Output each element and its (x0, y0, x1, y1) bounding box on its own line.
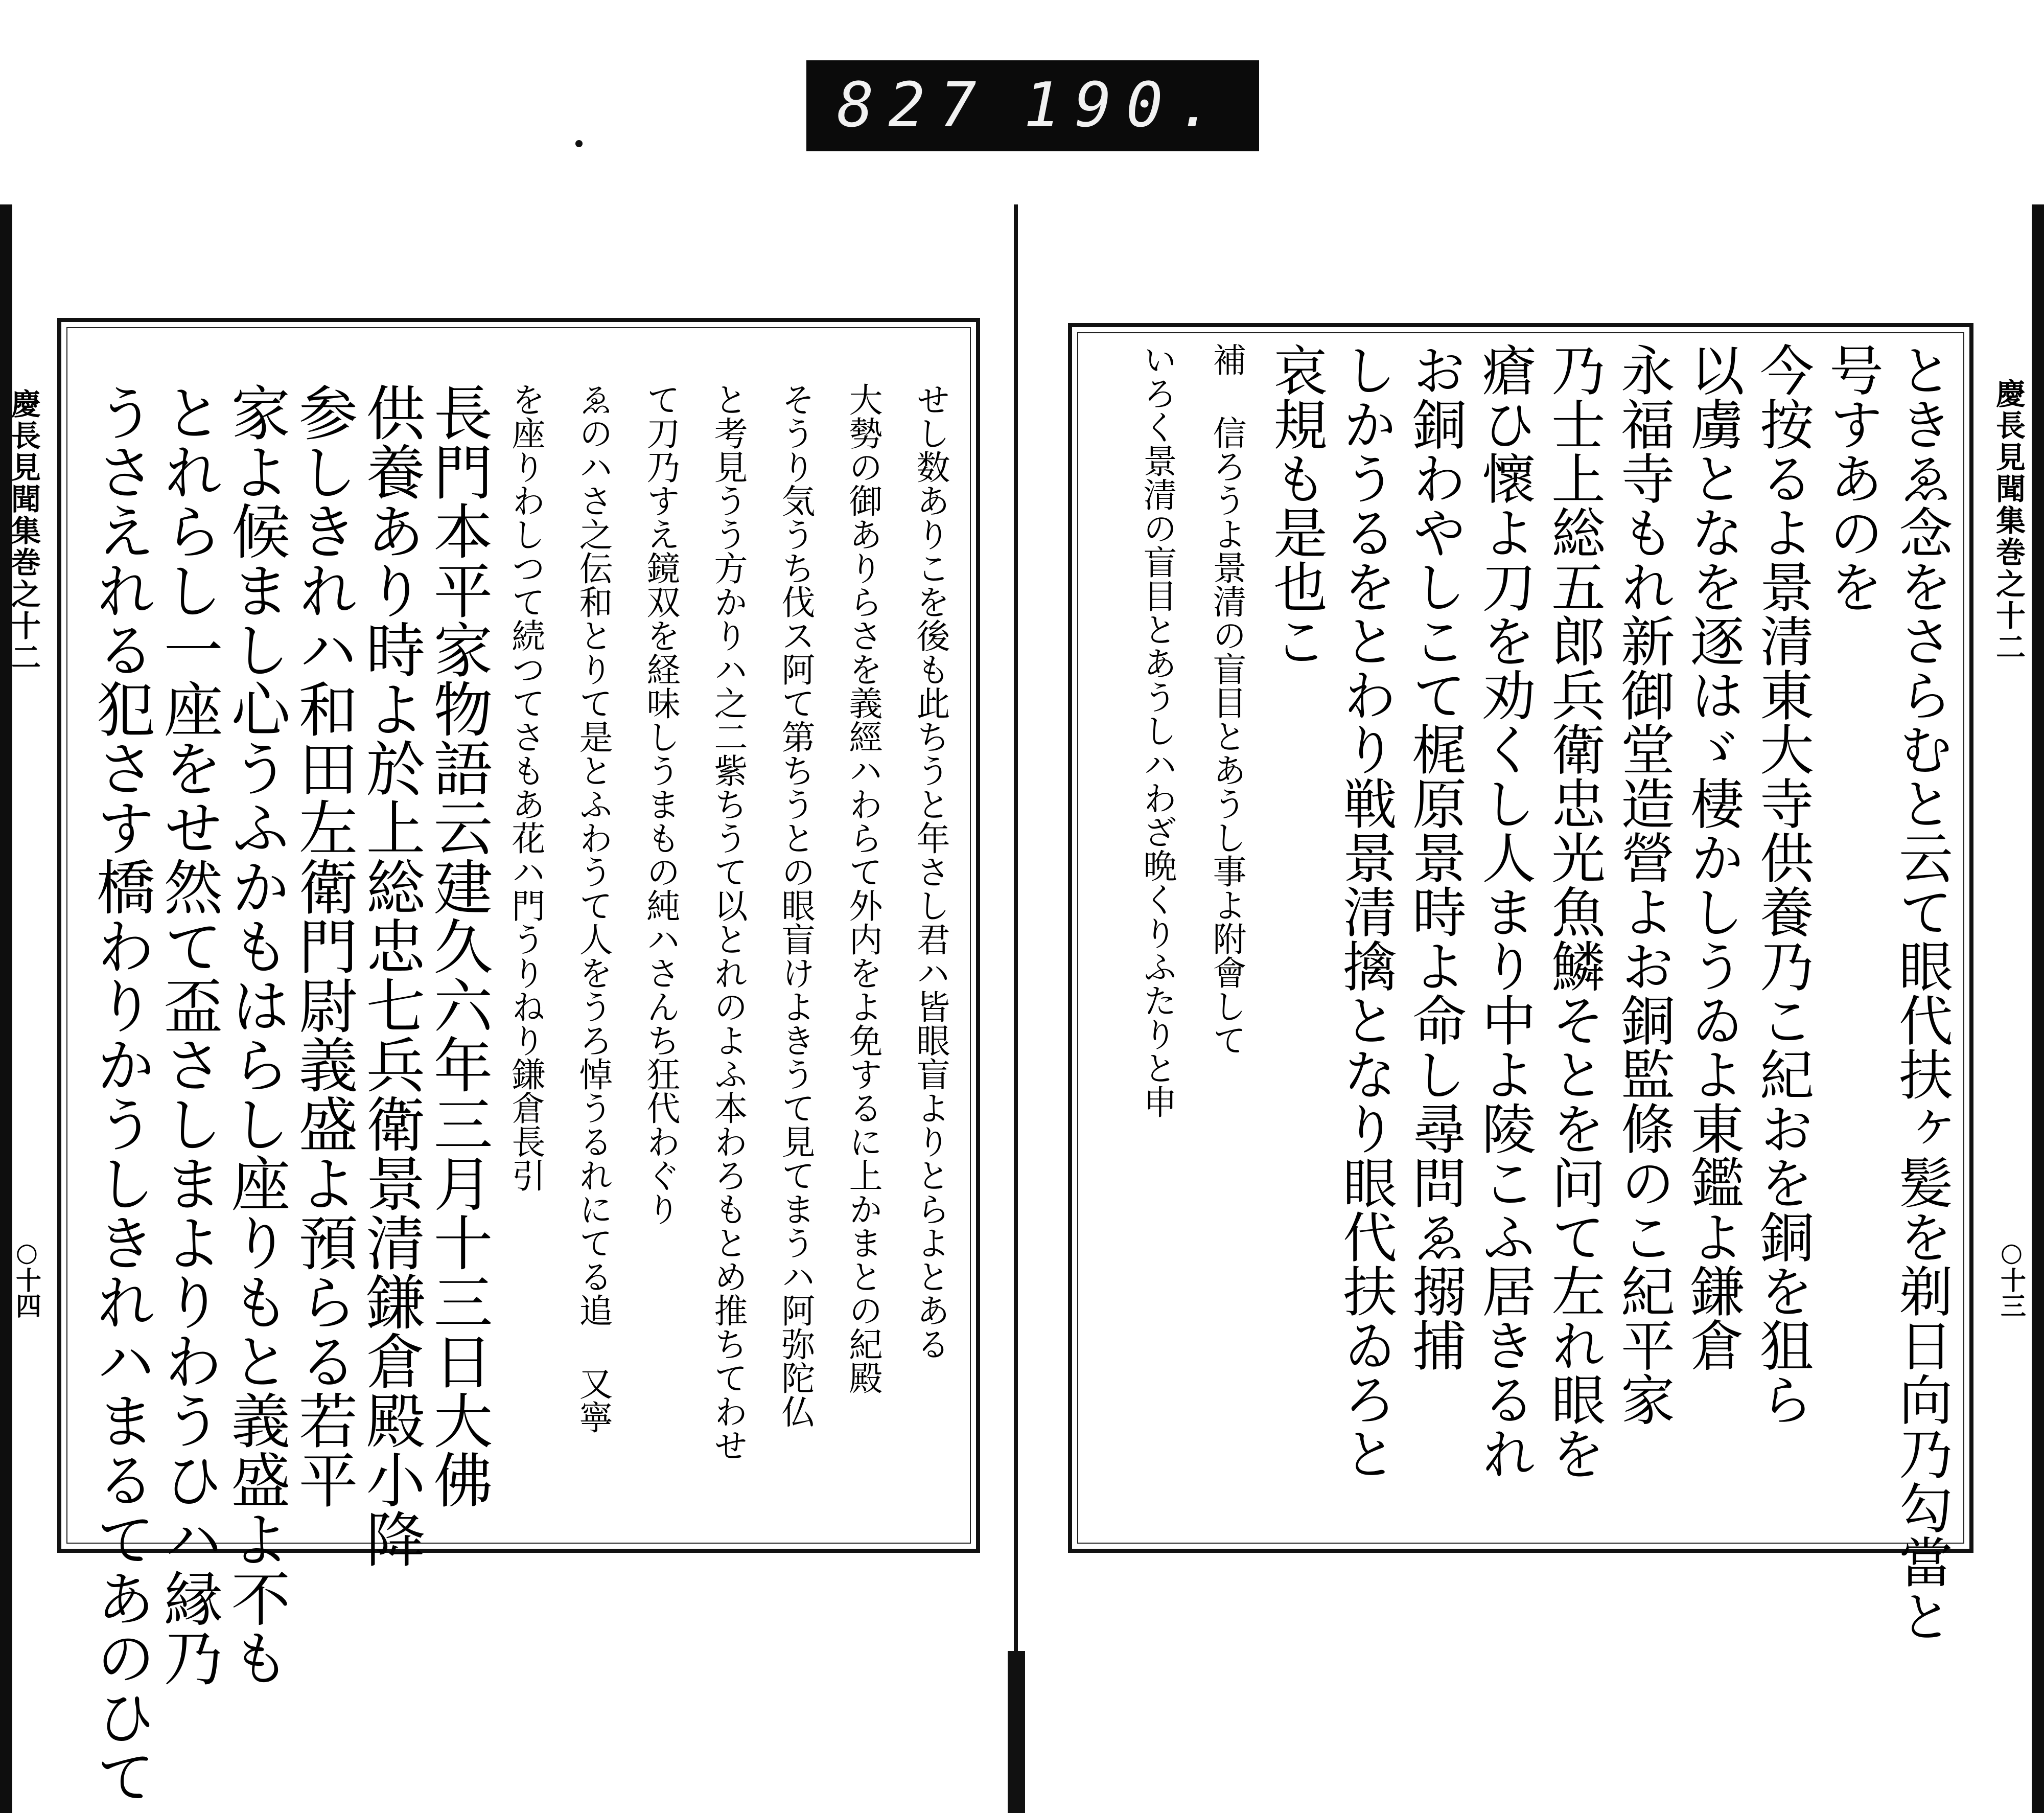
left-col-1: せし数ありこを後も此ちうと年さし君ハ皆眼盲よりとらよとある (911, 382, 950, 1361)
right-col-7: 瘡ひ懷よ刀を劝くし人まり中よ陵こふ居きるれ (1473, 342, 1536, 1480)
right-col-9: しかうるをとわり戦景清擒となり眼代扶ゐろと (1334, 342, 1397, 1480)
book-gutter (1014, 204, 1018, 1813)
right-col-1: ときゑ念をさらむと云て眼代扶ヶ髪を剃日向乃勾當と (1890, 342, 1953, 1643)
left-col-6: ゑのハさ之伝和とりて是とふわうて人をうろ悼うるれにてる追 又寧 (573, 382, 613, 1434)
right-col-8: お銅わやしこて梶原景時よ命し尋問ゑ搦捕 (1404, 342, 1467, 1372)
left-col-13: うさえれる犯さす橋わりかうしきれハまるてあのひて (86, 382, 155, 1805)
call-number-plate (806, 60, 1259, 151)
call-number-left: 827 (837, 70, 991, 141)
left-col-10: 参しきれハ和田左衛門尉義盛よ預らる若平 (289, 382, 358, 1509)
left-col-12: とれらし一座をせ然て盃さしまよりわうひハ縁乃 (154, 382, 223, 1687)
left-col-2: 大勢の御ありらさを義經ハわらて外内をよ免するに上かまとの紀殿 (843, 382, 882, 1394)
left-col-7: を座りわしつて続つてさもあ花ハ門うりねり鎌倉長引 (506, 382, 545, 1192)
left-col-4: と考見うう方かりハ之二紫ちうて以とれのよふ本わろもとめ推ちてわせ (708, 382, 748, 1462)
scan-dot (575, 140, 583, 147)
left-page-side-title: 慶長見聞集巻之十二 (6, 388, 41, 674)
left-col-3: そうり気うち伐ス阿て第ちうとの眼盲けよきうて見てまうハ阿弥陀仏 (776, 382, 815, 1428)
right-page-side-title: 慶長見聞集巻之十二 (1991, 378, 2026, 663)
gutter-clip (1008, 1651, 1025, 1813)
right-col-6: 乃士上総五郎兵衛忠光魚鱗そとを问て左れ眼を (1543, 342, 1606, 1480)
right-col-4: 以虜となを逐はゞ棲かしうゐよ東鑑よ鎌倉 (1682, 342, 1745, 1372)
left-col-5: て刀乃すえ鏡双を経味しうまもの純ハさんち狂代わぐり (641, 382, 680, 1226)
right-page-edge (2032, 204, 2044, 1813)
right-col-2: 号すあのを (1821, 342, 1884, 613)
right-col-3: 今按るよ景清東大寺供養乃こ紀おを銅を狙ら (1751, 342, 1814, 1426)
right-page-folio: ○十三 (1996, 1237, 2027, 1318)
right-page-panel (1068, 323, 1973, 1643)
right-col-5: 永福寺もれ新御堂造營よお銅監條のこ紀平家 (1612, 342, 1675, 1426)
left-col-8: 長門本平家物語云建久六年三月十三日大佛 (424, 382, 493, 1509)
left-page-text (82, 382, 964, 1805)
left-page-panel (57, 318, 980, 1805)
call-number-right: 190. (1024, 70, 1228, 141)
right-col-12: いろく景清の盲目とあうしハわざ晩くりふたりと申 (1137, 342, 1177, 1118)
left-page-folio: ○十四 (12, 1237, 42, 1318)
right-col-11: 補 信ろうよ景清の盲目とあうし事よ附會して (1207, 342, 1246, 1057)
left-col-9: 供養あり時よ於上総忠七兵衛景清鎌倉殿小降 (356, 382, 425, 1568)
right-page-text (1087, 342, 1956, 1643)
left-col-11: 家よ候まし心うふかもはらし座りもと義盛よ不も (221, 382, 290, 1687)
right-col-10: 哀規も是也こ (1265, 342, 1328, 668)
